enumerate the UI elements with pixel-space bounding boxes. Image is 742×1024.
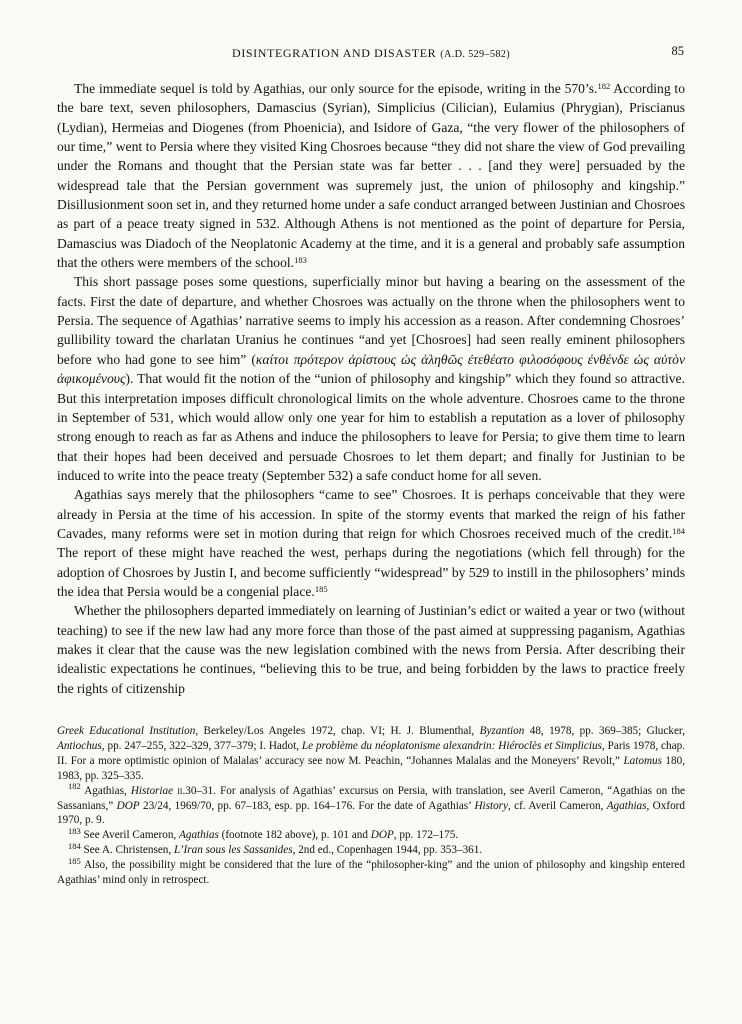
italic-text: History <box>474 799 508 812</box>
italic-text: Antiochus <box>57 739 102 752</box>
text-run: Also, the possibility might be considered that the lure of the “philosopher-king” and the union of philosophy and kingship entered Agathias’ mind only in retrospect. <box>57 859 685 887</box>
text-run: Agathias says merely that the philosophers “came to see” Chosroes. It is perhaps conceivable that they were already in Persia at the time of his accession. In spite of the stormy events that marked the reign of his father Cavades, many reforms were set in motion during that reign for which Chosroes received much of the credit. <box>57 487 685 541</box>
footnote <box>57 828 685 843</box>
footnote-ref: 183 <box>68 826 81 837</box>
footnote <box>57 843 685 858</box>
text-run: Whether the philosophers departed immediately on learning of Justinian’s edict or waited a year or two (without teaching) to see if the new law had any more force than those of the past aimed at suppressing paganism, Agathias makes it clear that the cause was the new legislation combined with the news from Persia. After describing their idealistic expectations he continues, “believing this to be true, and being forbidden by the laws to practice freely the rights of citizenship <box>57 603 685 696</box>
text-run: , Oxford 1970, p. 9. <box>57 799 685 827</box>
italic-text: Le problème du néoplatonisme alexandrin: Hiéroclès et Simplicius <box>301 739 602 752</box>
italic-text: Byzantion <box>479 725 525 737</box>
running-head <box>57 44 685 60</box>
body-paragraph <box>57 79 685 272</box>
text-run: , pp. 247–255, 322–329, 377–379; I. Hadot, <box>101 739 302 752</box>
italic-text: Historiae <box>130 784 174 797</box>
body-paragraph <box>57 272 685 485</box>
footnote-ref: 182 <box>68 781 81 792</box>
chapter-title: DISINTEGRATION AND DISASTER <box>232 46 437 60</box>
footnote-ref: 182 <box>597 80 611 91</box>
footnote-ref: 184 <box>68 841 81 851</box>
text-run: . For analysis of Agathias’ excursus on Persia, with translation, see Averil Cameron, “Agathias on the Sassanians,” <box>57 784 686 812</box>
text-run: , Berkeley/Los Angeles 1972, chap. VI; H. J. Blumenthal, <box>195 725 480 737</box>
body-paragraph <box>57 485 685 601</box>
text-run: According to the bare text, seven philosophers, Damascius (Syrian), Simplicius (Cilician), Eulamius (Phrygian), Priscianus (Lydian), Hermeias and Diogenes (from Phoenicia), and Isidore of Gaza, “the very flower of the philosophers of our time,” went to Persia where they visited King Chosroes because “they did not share the view of God prevailing under the Romans and thought that the Persian state was far better . . . [and they were] persuaded by the widespread tale that the Persian government was supremely just, the union of philosophy and kingship.” Disillusionment soon set in, and they returned home under a safe conduct arranged between Justinian and Chosroes as part of a peace treaty signed in 532. Although Athens is not mentioned as the point of departure for Persia, Damascius was Diadoch of the Neoplatonic Academy at the time, and it is a general and probably safe assumption that the others were members of the school. <box>57 81 686 271</box>
text-run: Agathias, <box>80 784 131 797</box>
italic-text: Greek Educational Institution <box>57 725 196 737</box>
body-text <box>57 79 685 698</box>
text-run: , pp. 172–175. <box>393 829 459 842</box>
italic-text: Agathias <box>606 799 647 812</box>
chapter-title-era: (A.D. 529–582) <box>440 49 510 60</box>
text-run: ). That would fit the notion of the “union of philosophy and kingship” which they found so attractive. But this interpretation imposes difficult chronological limits on the whole adventure. Chosroes came to the throne in September of 531, which would allow only one year for him to establish a reputation as a lover of philosophy strong enough to reach as far as Athens and induce the philosophers to leave for Persia; to give them time to learn that their hopes had been deceived and persuade Chosroes to let them depart; and finally for Justinian to be induced to write into the peace treaty (September 532) a safe conduct home for all seven. <box>57 371 685 483</box>
text-run: , Paris 1978, chap. II. For a more optimistic opinion of Malalas’ accuracy see now M. Peachin, “Johannes Malalas and the Moneyers’ Revolt,” <box>57 739 685 767</box>
text-run: (footnote 182 above), p. 101 and <box>218 829 371 842</box>
text-run: The report of these might have reached the west, perhaps during the negotiations (which fell through) for the adoption of Chosroes by Justin I, and become sufficiently “widespread” by 529 to instill in the philosophers’ minds the idea that Persia would be a congenial place. <box>57 545 685 599</box>
footnote <box>57 781 686 829</box>
italic-text: Agathias <box>179 829 219 842</box>
text-run: 23/24, 1969/70, pp. 67–183, esp. pp. 164–176. For the date of Agathias’ <box>139 799 475 812</box>
footnote-ref: 184 <box>672 525 685 536</box>
text-run: See A. Christensen, <box>80 844 174 857</box>
footnote-ref: 185 <box>68 855 81 866</box>
footnote-ref: 183 <box>294 254 307 265</box>
text-run: This short passage poses some questions, superficially minor but having a bearing on the assessment of the facts. First the date of departure, and whether Chosroes was actually on the throne when the philosophers went to Persia. The sequence of Agathias’ narrative seems to imply his accession as a reason. After condemning Chosroes’ gullibility toward the charlatan Uranius he continues “and yet [Chosroes] had seen really eminent philosophers before who had gone to see him” ( <box>57 274 685 367</box>
italic-text: DOP <box>116 799 140 812</box>
italic-text: DOP <box>370 829 394 842</box>
footnote-ref: 185 <box>314 583 328 594</box>
text-run: The immediate sequel is told by Agathias, our only source for the episode, writing in the 570’s. <box>74 81 598 96</box>
text-run: See Averil Cameron, <box>80 829 180 842</box>
text-run: 48, 1978, pp. 369–385; Glucker, <box>524 725 685 737</box>
footnote <box>57 724 685 784</box>
footnote <box>57 855 685 888</box>
small-caps-text: ii.30–31 <box>177 784 214 797</box>
italic-text: L’Iran sous les Sassanides <box>173 844 293 857</box>
text-run: 180, 1983, pp. 325–335. <box>57 754 686 782</box>
body-paragraph <box>57 601 685 698</box>
text-run: , cf. Averil Cameron, <box>508 799 607 812</box>
greek-text: καίτοι πρότερον ἀρίστους ὡς ἀληθῶς ἐτεθέατο φιλοσόφους ἐνθένδε ὡς αὐτὸν ἀφικομένους <box>57 351 685 387</box>
footnotes-section <box>57 724 685 888</box>
text-run: , 2nd ed., Copenhagen 1944, pp. 353–361. <box>292 844 483 857</box>
italic-text: Latomus <box>623 754 662 767</box>
page-number: 85 <box>671 44 684 58</box>
